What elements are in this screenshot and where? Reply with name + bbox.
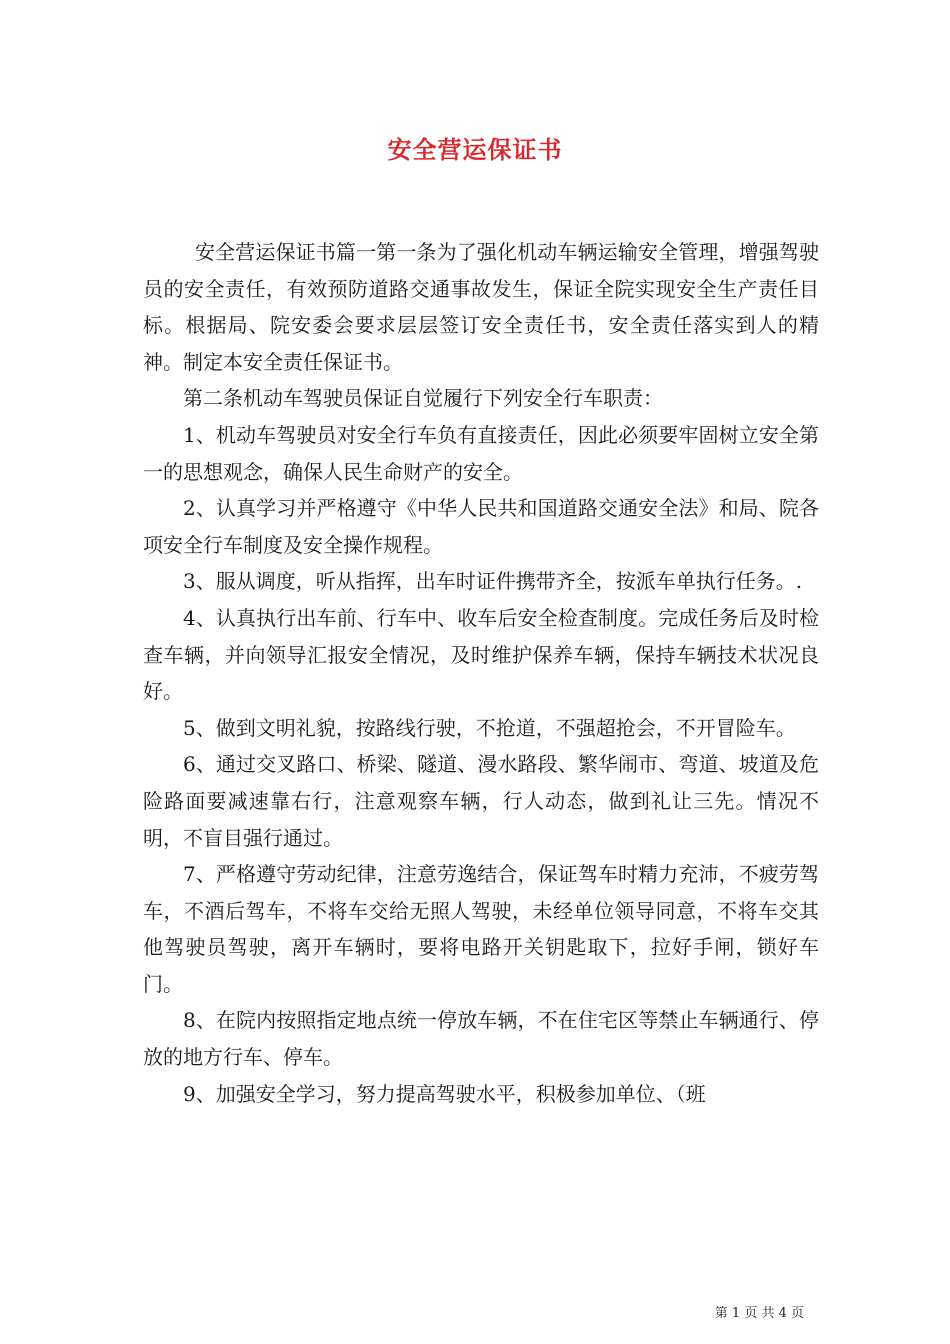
- paragraph-item-4: 4、认真执行出车前、行车中、收车后安全检查制度。完成任务后及时检查车辆，并向领导汇报安全情况，及时维护保养车辆，保持车辆技术状况良好。: [143, 605, 819, 704]
- paragraph-item-9: 9、加强安全学习，努力提高驾驶水平，积极参加单位、（班: [183, 1081, 706, 1106]
- document-body: [143, 234, 819, 1112]
- page-number-footer: 第 1 页 共 4 页: [714, 1306, 804, 1321]
- document-title: 安全营运保证书: [387, 135, 563, 164]
- paragraph-item-6: 6、通过交叉路口、桥梁、隧道、漫水路段、繁华闹市、弯道、坡道及危险路面要减速靠右行，注意观察车辆，行人动态，做到礼让三先。情况不明，不盲目强行通过。: [143, 752, 819, 850]
- paragraph-item-3: 3、服从调度，听从指挥，出车时证件携带齐全，按派车单执行任务。.: [183, 569, 803, 594]
- paragraph-intro: 安全营运保证书篇一第一条为了强化机动车辆运输安全管理，增强驾驶员的安全责任，有效预防道路交通事故发生，保证全院实现安全生产责任目标。根据局、院安委会要求层层签订安全责任书，安全责任落实到人的精神。制定本安全责任保证书。: [143, 240, 819, 374]
- paragraph-item-1: 1、机动车驾驶员对安全行车负有直接责任，因此必须要牢固树立安全第一的思想观念，确保人民生命财产的安全。: [143, 422, 819, 484]
- paragraph-item-8: 8、在院内按照指定地点统一停放车辆，不在住宅区等禁止车辆通行、停放的地方行车、停车。: [143, 1008, 819, 1070]
- paragraph-item-5: 5、做到文明礼貌，按路线行驶，不抢道，不强超抢会，不开冒险车。: [183, 715, 796, 740]
- paragraph-article-2: 第二条机动车驾驶员保证自觉履行下列安全行车职责：: [183, 386, 663, 411]
- paragraph-item-2: 2、认真学习并严格遵守《中华人民共和国道路交通安全法》和局、院各项安全行车制度及安全操作规程。: [143, 496, 819, 557]
- paragraph-item-7: 7、严格遵守劳动纪律，注意劳逸结合，保证驾车时精力充沛，不疲劳驾车，不酒后驾车，不将车交给无照人驾驶，未经单位领导同意，不将车交其他驾驶员驾驶，离开车辆时，要将电路开关钥匙取下，拉好手闸，锁好车门。: [143, 862, 819, 996]
